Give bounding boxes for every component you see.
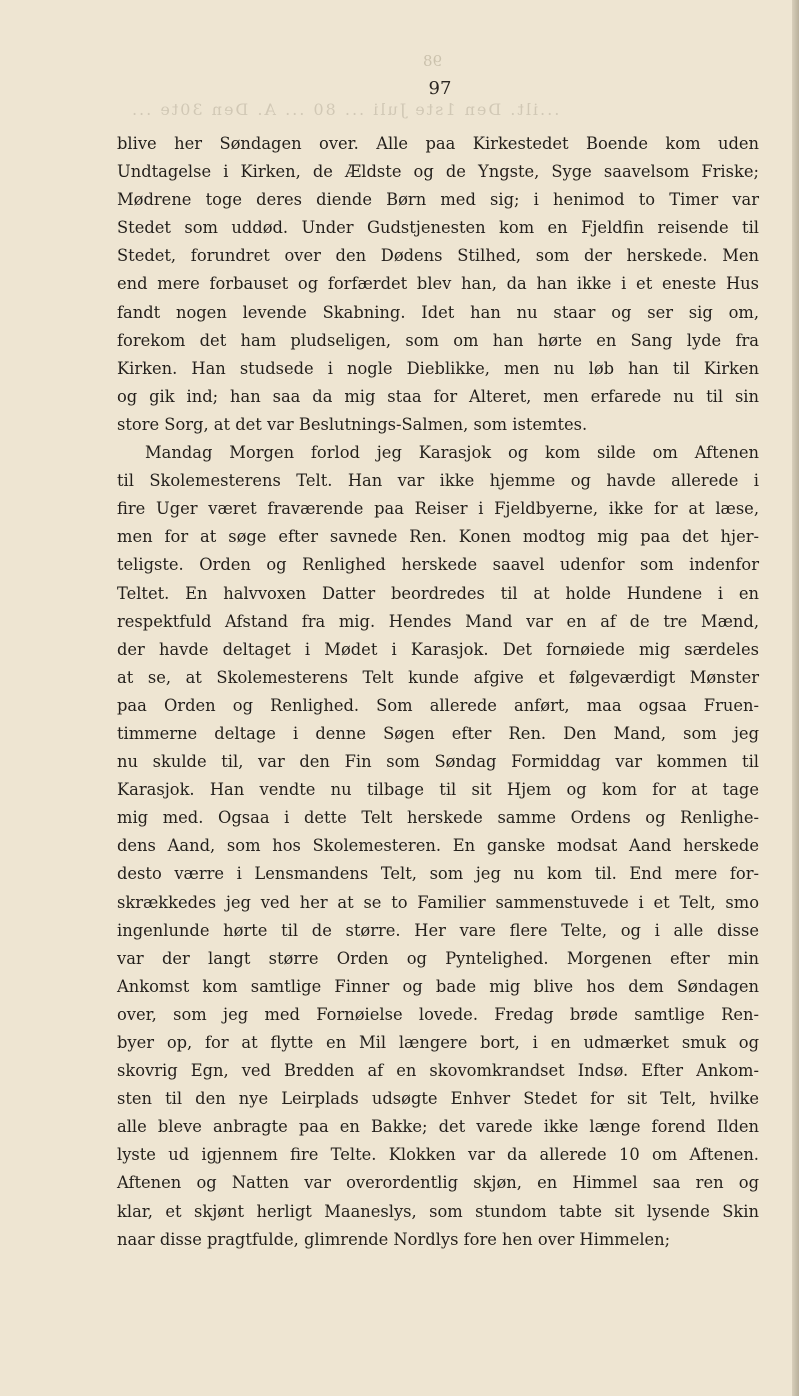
text-line: der havde deltaget i Mødet i Karasjok. Det fornøiede mig særdeles [117, 639, 759, 659]
text-line: naar disse pragtfulde, glimrende Nordlys fore hen over Himmelen; [117, 1229, 671, 1249]
page-number: 97 [428, 78, 452, 99]
text-line: blive her Søndagen over. Alle paa Kirkestedet Boende kom uden [117, 134, 759, 153]
text-line: Kirken. Han studsede i nogle Dieblikke, men nu løb han til Kirken [117, 358, 759, 378]
paragraph [117, 130, 759, 439]
text-line: klar, et skjønt herligt Maaneslys, som stundom tabte sit lysende Skin [117, 1201, 759, 1221]
text-line: Stedet som uddød. Under Gudstjenesten kom en Fjeldfin reisende til [117, 218, 759, 238]
text-line: paa Orden og Renlighed. Som allerede anført, maa ogsaa Fruen- [117, 695, 759, 715]
text-line: og gik ind; han saa da mig staa for Alteret, men erfarede nu til sin [117, 386, 759, 406]
text-line: dens Aand, som hos Skolemesteren. En ganske modsat Aand herskede [117, 836, 759, 856]
text-line: Ankomst kom samtlige Finner og bade mig blive hos dem Søndagen [117, 976, 759, 996]
text-line: alle bleve anbragte paa en Bakke; det varede ikke længe forend Ilden [117, 1117, 759, 1137]
text-line: fire Uger været fraværende paa Reiser i Fjeldbyerne, ikke for at læse, [117, 499, 759, 519]
text-line: desto værre i Lensmandens Telt, som jeg nu kom til. End mere for- [117, 864, 759, 884]
text-line: til Skolemesterens Telt. Han var ikke hjemme og havde allerede i [117, 471, 759, 491]
text-line: teligste. Orden og Renlighed herskede saavel udenfor som indenfor [117, 555, 759, 575]
text-line: fandt nogen levende Skabning. Idet han nu staar og ser sig om, [117, 302, 759, 322]
text-line: at se, at Skolemesterens Telt kunde afgive et følgeværdigt Mønster [117, 667, 759, 687]
text-line: Aftenen og Natten var overordentlig skjøn, en Himmel saa ren og [117, 1173, 759, 1193]
page-edge-shadow [792, 0, 799, 1396]
text-line: ingenlunde hørte til de større. Her vare flere Telte, og i alle disse [117, 920, 759, 940]
text-line: end mere forbauset og forfærdet blev han, da han ikke i et eneste Hus [117, 274, 759, 294]
text-line: Mødrene toge deres diende Børn med sig; i henimod to Timer var [117, 190, 759, 210]
text-line: var der langt større Orden og Pyntelighed. Morgenen efter min [117, 948, 759, 968]
text-line: mig med. Ogsaa i dette Telt herskede samme Ordens og Renlighe- [117, 808, 759, 828]
text-line: Mandag Morgen forlod jeg Karasjok og kom silde om Aftenen [145, 443, 759, 463]
text-line: skrækkedes jeg ved her at se to Familier sammenstuvede i et Telt, smo [117, 892, 759, 912]
text-line: Stedet, forundret over den Dødens Stilhed, som der herskede. Men [117, 246, 759, 266]
paragraph [117, 439, 759, 1254]
text-line: Teltet. En halvvoxen Datter beordredes til at holde Hundene i en [117, 583, 759, 603]
text-line: Undtagelse i Kirken, de Ældste og de Yngste, Syge saavelsom Friske; [117, 162, 759, 182]
body-text [117, 130, 759, 1254]
text-line: timmerne deltage i denne Søgen efter Ren. Den Mand, som jeg [117, 723, 759, 743]
text-line: lyste ud igjennem fire Telte. Klokken var da allerede 10 om Aftenen. [117, 1145, 759, 1165]
text-line: forekom det ham pludseligen, som om han hørte en Sang lyde fra [117, 330, 759, 350]
bleed-through-text: ...ilt. Den 1ste Juli ... 80 ... A. Den 30te ... [130, 100, 560, 119]
text-line: respektfuld Afstand fra mig. Hendes Mand var en af de tre Mænd, [117, 611, 759, 631]
text-line: Karasjok. Han vendte nu tilbage til sit Hjem og kom for at tage [117, 780, 759, 800]
text-line: men for at søge efter savnede Ren. Konen modtog mig paa det hjer- [117, 527, 759, 547]
text-line: over, som jeg med Fornøielse lovede. Fredag brøde samtlige Ren- [117, 1004, 759, 1024]
text-line: store Sorg, at det var Beslutnings-Salmen, som istemtes. [117, 414, 588, 434]
ghost-page-number: 98 [423, 52, 443, 70]
text-line: sten til den nye Leirplads udsøgte Enhver Stedet for sit Telt, hvilke [117, 1089, 759, 1109]
text-line: nu skulde til, var den Fin som Søndag Formiddag var kommen til [117, 752, 759, 772]
text-line: skovrig Egn, ved Bredden af en skovomkrandset Indsø. Efter Ankom- [117, 1061, 759, 1081]
text-line: byer op, for at flytte en Mil længere bort, i en udmærket smuk og [117, 1033, 759, 1052]
